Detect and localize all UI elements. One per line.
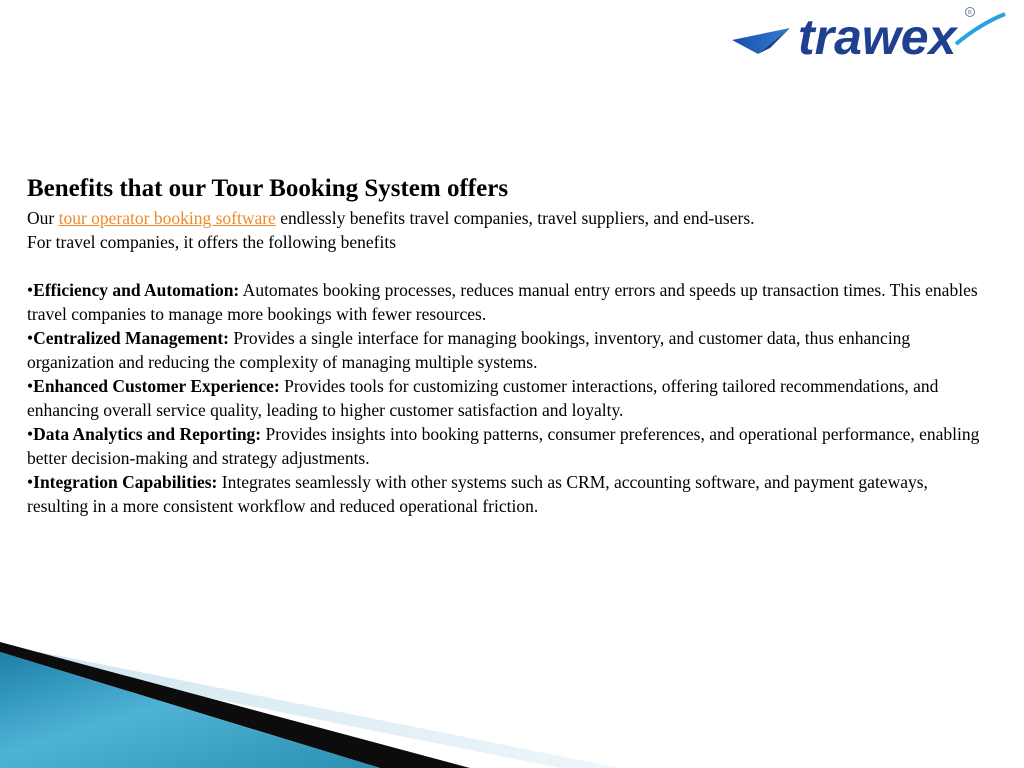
page-title: Benefits that our Tour Booking System offers (27, 175, 509, 202)
benefit-term: Integration Capabilities: (33, 472, 218, 492)
benefit-centralized (27, 326, 987, 374)
benefit-text: Provides a single interface for managing bookings, inventory, and customer data, thus enhancing organization and reducing the complexity of managing multiple systems. (27, 328, 911, 372)
bullet-marker: • (27, 376, 34, 396)
logo-wordmark: trawex (798, 9, 957, 64)
bullet-marker: • (27, 328, 34, 348)
footer-swoosh-graphic (0, 638, 1024, 768)
benefits-list (27, 278, 987, 518)
main-content (27, 172, 987, 518)
logo-arrow-icon (732, 28, 790, 54)
benefit-text: Provides insights into booking patterns, consumer preferences, and operational performance, enabling better decision-making and strategy adjustments. (27, 424, 980, 468)
intro-paragraph (27, 206, 987, 230)
spacer (27, 254, 987, 278)
bullet-marker: • (27, 424, 34, 444)
benefit-term: Centralized Management: (33, 328, 229, 348)
benefit-efficiency (27, 278, 987, 326)
benefit-term: Data Analytics and Reporting: (33, 424, 262, 444)
intro-line-2: For travel companies, it offers the following benefits (27, 232, 397, 252)
benefit-integration (27, 470, 987, 518)
benefit-text: Integrates seamlessly with other systems such as CRM, accounting software, and payment gateways, resulting in a more consistent workflow and reduced operational friction. (27, 472, 928, 516)
benefit-term: Enhanced Customer Experience: (33, 376, 280, 396)
benefit-term: Efficiency and Automation: (33, 280, 240, 300)
benefit-text: Provides tools for customizing customer interactions, offering tailored recommendations, and enhancing overall service quality, leading to higher customer satisfaction and loyalty. (27, 376, 939, 420)
trawex-logo (730, 4, 1010, 64)
trawex-logo-graphic (730, 4, 1010, 64)
bullet-marker: • (27, 472, 34, 492)
benefit-analytics (27, 422, 987, 470)
benefit-text: Automates booking processes, reduces manual entry errors and speeds up transaction times. This enables travel companies to manage more bookings with fewer resources. (27, 280, 978, 324)
footer-decoration (0, 638, 1024, 768)
registered-mark: R (967, 9, 973, 17)
tour-operator-software-link[interactable]: tour operator booking software (58, 208, 276, 228)
bullet-marker: • (27, 280, 34, 300)
intro-suffix: endlessly benefits travel companies, travel suppliers, and end-users. (275, 208, 755, 228)
benefit-customer-experience (27, 374, 987, 422)
intro-prefix: Our (27, 208, 59, 228)
